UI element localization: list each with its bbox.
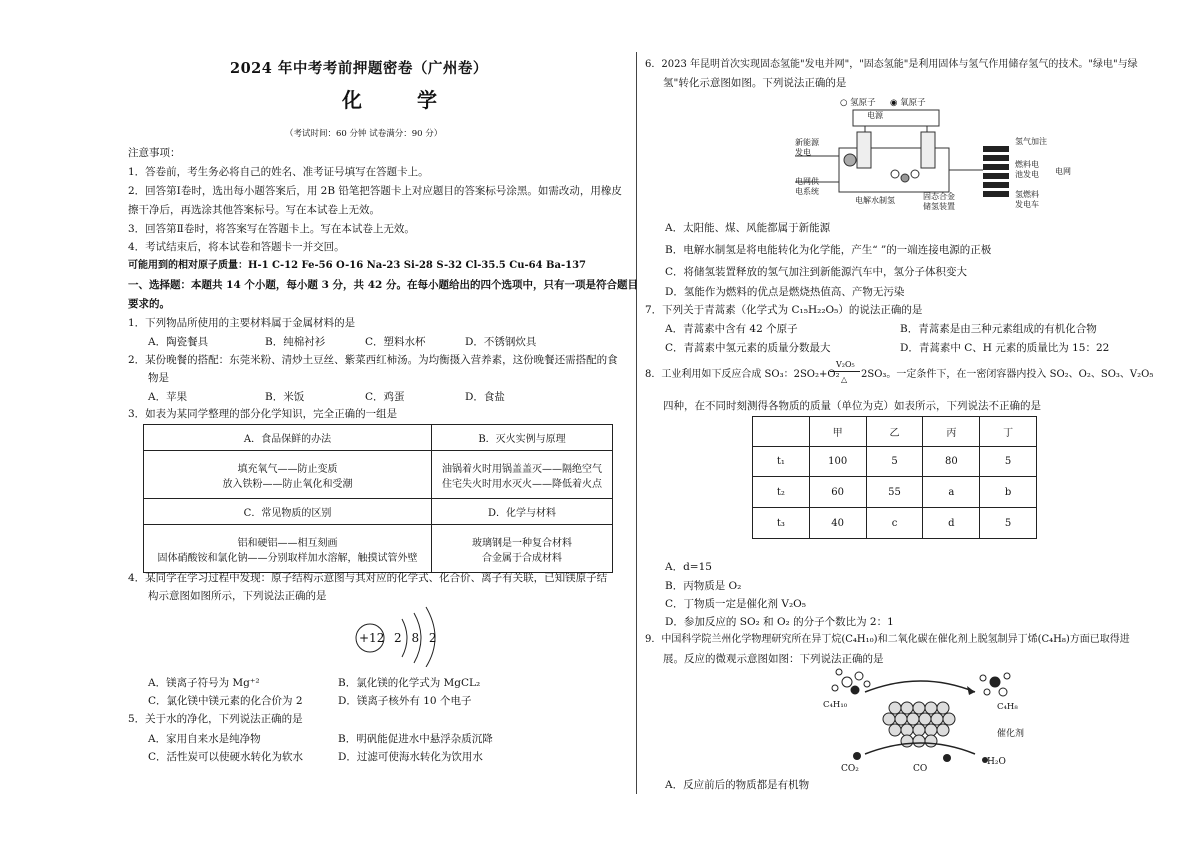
q6-stem-cont: 氢"转化示意图如图。下列说法正确的是 [663, 77, 847, 89]
q5-option-a: A．家用自来水是纯净物 [148, 733, 261, 745]
q7-stem: 7．下列关于青蒿素（化学式为 C₁₅H₂₂O₅）的说法正确的是 [645, 304, 923, 316]
exam-time-info: （考试时间：60 分钟 试卷满分：90 分） [285, 129, 443, 139]
q7-option-b: B．青蒿素是由三种元素组成的有机化合物 [900, 323, 1097, 335]
q3-cell-c-body: 铝和硬铝——相互刻画 固体硝酸铵和氯化钠——分别取样加水溶解，触摸试管外壁 [144, 525, 432, 573]
reaction-arrow [865, 681, 975, 692]
q1-option-c: C．塑料水杯 [365, 336, 426, 348]
table-cell: 55 [866, 477, 923, 508]
note-item: 2．回答第Ⅰ卷时，选出每小题答案后，用 2B 铅笔把答题卡上对应题目的答案标号涂黑。如需改动，用橡皮 [128, 185, 622, 197]
q9-option-a: A．反应前后的物质都是有机物 [665, 779, 810, 791]
q3-cell-c-head: C．常见物质的区别 [144, 499, 432, 525]
fuel-cell-label: 燃料电 池发电 [1015, 160, 1039, 179]
table-cell: b [980, 477, 1037, 508]
note-item: 擦干净后，再选涂其他答案标号。写在本试卷上无效。 [128, 204, 380, 216]
table-cell: c [866, 508, 923, 539]
power-source-box [853, 110, 939, 126]
legend-hydrogen: ○ 氢原子 [840, 98, 876, 108]
note-item: 3．回答第Ⅱ卷时，将答案写在答题卡上。写在本试卷上无效。 [128, 223, 415, 235]
electrolysis-label: 电解水制氢 [855, 196, 895, 205]
note-item: 1．答卷前，考生务必将自己的姓名、准考证号填写在答题卡上。 [128, 166, 429, 178]
table-cell: 5 [980, 447, 1037, 477]
table-cell: 5 [980, 508, 1037, 539]
q1-option-a: A．陶瓷餐具 [148, 336, 209, 348]
table-cell: t₁ [753, 447, 810, 477]
q8-mass-table [752, 416, 1037, 539]
q4-option-d: D．镁离子核外有 10 个电子 [338, 695, 472, 707]
table-cell: t₂ [753, 477, 810, 508]
nucleus-charge: +12 [359, 631, 385, 645]
table-header: 乙 [866, 417, 923, 447]
electron-counts: 2 8 2 [394, 631, 440, 645]
q3-cell-a-body: 填充氧气——防止变质 放入铁粉——防止氧化和受潮 [144, 451, 432, 499]
q6-stem: 6．2023 年昆明首次实现固态氢能"发电并网"，"固态氢能"是利用固体与氢气作用储存氢气的技术。"绿电"与绿 [645, 59, 1138, 70]
q2-stem: 2．某份晚餐的搭配：东莞米粉、清炒土豆丝、紫菜西红柿汤。为均衡摄入营养素，这份晚餐还需搭配的食 [128, 354, 618, 366]
hydrogen-molecule-icon [844, 154, 856, 166]
table-cell: a [923, 477, 980, 508]
q8-option-b: B．丙物质是 O₂ [665, 580, 742, 592]
q7-option-a: A．青蒿素中含有 42 个原子 [665, 323, 798, 335]
q6-option-a: A．太阳能、煤、风能都属于新能源 [665, 222, 831, 234]
q6-option-c: C．将储氢装置释放的氢气加注到新能源汽车中，氢分子体积变大 [665, 266, 968, 278]
molecule-c4h8-icon [980, 673, 1010, 696]
q3-cell-a-head: A．食品保鲜的办法 [144, 425, 432, 451]
exam-title: 2024 年中考考前押题密卷（广州卷） [230, 60, 488, 77]
notes-heading: 注意事项： [128, 147, 181, 159]
table-cell: 40 [809, 508, 866, 539]
table-cell: d [923, 508, 980, 539]
storage-label: 固态合金 储氢装置 [923, 192, 955, 211]
q3-knowledge-table [143, 424, 613, 573]
grid-out-label: 电网 [1055, 167, 1071, 176]
q5-option-c: C．活性炭可以使硬水转化为软水 [148, 751, 304, 763]
label-c4h8: C₄H₈ [997, 702, 1018, 712]
section-intro-cont: 要求的。 [128, 298, 170, 310]
q3-cell-b-head: B．灭火实例与原理 [432, 425, 613, 451]
section-intro: 一、选择题：本题共 14 个小题，每小题 3 分，共 42 分。在每小题给出的四个选项中，只有一项是符合题目 [128, 279, 638, 291]
table-cell: 80 [923, 447, 980, 477]
q3-cell-d-body: 玻璃钢是一种复合材料 合金属于合成材料 [432, 525, 613, 573]
q7-option-c: C．青蒿素中氢元素的质量分数最大 [665, 342, 831, 354]
label-c4h10: C₄H₁₀ [823, 700, 848, 710]
grid-supply-label: 电网供 电系统 [795, 177, 819, 196]
q2-option-d: D．食盐 [465, 391, 505, 403]
q8-stem-b: 2SO₃。一定条件下，在一密闭容器内投入 SO₂、O₂、SO₃、V₂O₅ [861, 369, 1154, 380]
h2-fill-label: 氢气加注 [1015, 137, 1047, 146]
power-label: 电源 [867, 111, 883, 120]
q8-stem: 8．工业利用如下反应合成 SO₃：2SO₂+O₂ [645, 369, 840, 380]
table-cell: 5 [866, 447, 923, 477]
q3-stem: 3．如表为某同学整理的部分化学知识，完全正确的一组是 [128, 408, 398, 420]
q8-option-c: C．丁物质一定是催化剂 V₂O₅ [665, 598, 806, 610]
label-co: CO [913, 764, 928, 774]
q3-cell-d-head: D．化学与材料 [432, 499, 613, 525]
column-divider [636, 52, 637, 794]
table-cell: 60 [809, 477, 866, 508]
q1-option-d: D．不锈钢炊具 [465, 336, 537, 348]
table-cell: 100 [809, 447, 866, 477]
table-cell: t₃ [753, 508, 810, 539]
table-header [753, 417, 810, 447]
table-header: 丙 [923, 417, 980, 447]
q4-stem: 4．某同学在学习过程中发现：原子结构示意图与其对应的化学式、化合价、离子有关联，已知镁原子结 [128, 572, 608, 584]
q6-option-b: B．电解水制氢是将电能转化为化学能，产生“ ”的一端连接电源的正极 [665, 244, 992, 256]
q5-option-b: B．明矾能促进水中悬浮杂质沉降 [338, 733, 493, 745]
note-item: 4．考试结束后，将本试卷和答题卡一并交回。 [128, 241, 345, 253]
q9-stem-cont: 展。反应的微观示意图如图：下列说法正确的是 [663, 653, 884, 665]
q8-option-a: A．d=15 [665, 561, 712, 573]
table-header: 甲 [809, 417, 866, 447]
q4-option-b: B．氯化镁的化学式为 MgCL₂ [338, 677, 481, 689]
green-hydrogen-diagram [795, 94, 1025, 212]
subject-title: 化 学 [342, 88, 461, 112]
q8-catalyst: V₂O₅ [836, 360, 855, 369]
q5-option-d: D．过滤可使海水转化为饮用水 [338, 751, 483, 763]
q8-reaction-arrow [830, 371, 860, 372]
q6-option-d: D．氢能作为燃料的优点是燃烧热值高、产物无污染 [665, 286, 905, 298]
molecule-c4h10-icon [832, 669, 870, 694]
q8-heat: △ [841, 375, 848, 384]
storage-stack [983, 146, 1009, 197]
q8-option-d: D．参加反应的 SO₂ 和 O₂ 的分子个数比为 2：1 [665, 616, 894, 628]
q8-stem-cont: 四种，在不同时刻测得各物质的质量（单位为克）如表所示，下列说法不正确的是 [663, 400, 1041, 412]
q4-option-c: C．氯化镁中镁元素的化合价为 2 [148, 695, 303, 707]
label-co2: CO₂ [841, 764, 859, 774]
q1-stem: 1．下列物品所使用的主要材料属于金属材料的是 [128, 317, 356, 329]
q3-cell-b-body: 油锅着火时用锅盖盖灭——隔绝空气 住宅失火时用水灭火——降低着火点 [432, 451, 613, 499]
q4-option-a: A．镁离子符号为 Mg⁺² [148, 677, 260, 689]
q5-stem: 5．关于水的净化，下列说法正确的是 [128, 713, 303, 725]
atomic-masses: 可能用到的相对原子质量：H-1 C-12 Fe-56 O-16 Na-23 Si-28 S-32 Cl-35.5 Cu-64 Ba-137 [128, 260, 586, 271]
q2-option-a: A．苹果 [148, 391, 188, 403]
h2-car-label: 氢燃料 发电车 [1015, 190, 1039, 209]
q2-stem-cont: 物是 [148, 372, 169, 384]
new-energy-label: 新能源 发电 [795, 138, 819, 157]
catalyst-grid [883, 702, 955, 747]
q4-stem-cont: 构示意图如图所示，下列说法正确的是 [148, 590, 327, 602]
q9-stem: 9．中国科学院兰州化学物理研究所在异丁烷(C₄H₁₀)和二氧化碳在催化剂上脱氢制异丁烯(C₄H₈)方面已取得进 [645, 634, 1130, 645]
label-catalyst: 催化剂 [997, 729, 1025, 739]
q2-option-c: C．鸡蛋 [365, 391, 405, 403]
legend-oxygen: ◉ 氧原子 [890, 98, 926, 108]
label-h2o: H₂O [987, 757, 1006, 767]
q2-option-b: B．米饭 [265, 391, 305, 403]
q1-option-b: B．纯棉衬衫 [265, 336, 326, 348]
table-header: 丁 [980, 417, 1037, 447]
q7-option-d: D．青蒿素中 C、H 元素的质量比为 15：22 [900, 342, 1110, 354]
